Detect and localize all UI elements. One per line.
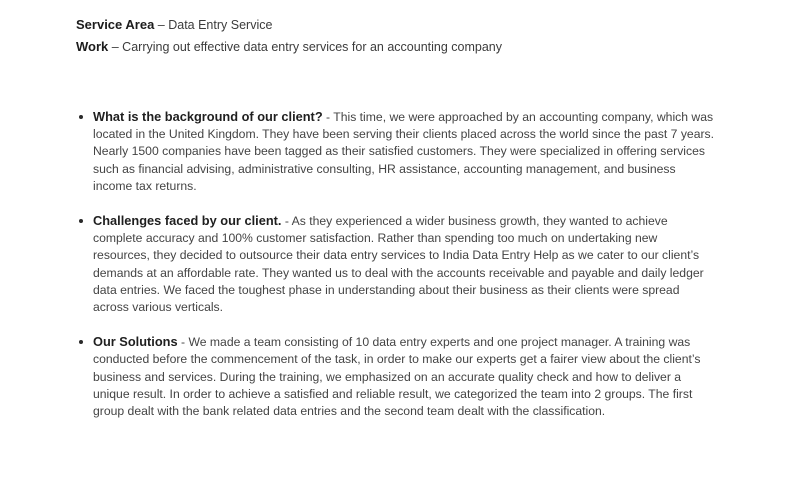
- section-separator: -: [177, 335, 189, 350]
- section-title: Our Solutions: [93, 334, 178, 350]
- work-label: Work: [76, 39, 109, 54]
- service-area-value: Data Entry Service: [168, 18, 273, 32]
- service-area-line: [76, 14, 502, 36]
- section-our-solutions: [76, 333, 716, 420]
- section-body: As they experienced a wider business growth, they wanted to achieve complete accuracy and 100% customer satisfaction. Rather than spending too much on undertaking new resources, they decided to outsource their data entry services to India Data Entry Help as we cater to our client’s demands at an affordable rate. They wanted us to deal with the accounts receivable and payable and daily ledger data entries. We faced the toughest phase in understanding about their business as their clients were spread across various verticals.: [93, 214, 704, 315]
- bullet-icon: [79, 115, 83, 119]
- work-line: [76, 36, 502, 58]
- bullet-icon: [79, 340, 83, 344]
- bullet-icon: [79, 219, 83, 223]
- section-client-background: [76, 108, 716, 195]
- section-body: This time, we were approached by an accounting company, which was located in the United Kingdom. They have been serving their clients placed across the world since the past 7 years. Nearly 1500 companies have been tagged as their satisfied customers. They were specialized in offering services such as financial advising, administrative consulting, HR assistance, accounting management, and business income tax returns.: [93, 110, 715, 193]
- section-title: Challenges faced by our client.: [93, 213, 282, 229]
- section-body: We made a team consisting of 10 data entry experts and one project manager. A training was conducted before the commencement of the task, in order to make our experts get a fairer view about the client’s business and services. During the training, we emphasized on an accurate quality check and how to deliver a unique result. In order to achieve a satisfied and reliable result, we categorized the team into 2 groups. The first group dealt with the bank related data entries and the second team dealt with the classification.: [93, 335, 701, 419]
- section-title: What is the background of our client?: [93, 109, 323, 124]
- section-separator: -: [281, 214, 292, 229]
- work-value: Carrying out effective data entry services for an accounting company: [122, 40, 502, 54]
- service-area-separator: –: [154, 18, 169, 32]
- section-client-challenges: [76, 212, 716, 316]
- case-study-sections: [76, 108, 716, 437]
- section-separator: -: [322, 110, 334, 124]
- work-separator: –: [108, 40, 123, 54]
- service-area-label: Service Area: [76, 17, 155, 32]
- case-study-meta: [76, 14, 502, 58]
